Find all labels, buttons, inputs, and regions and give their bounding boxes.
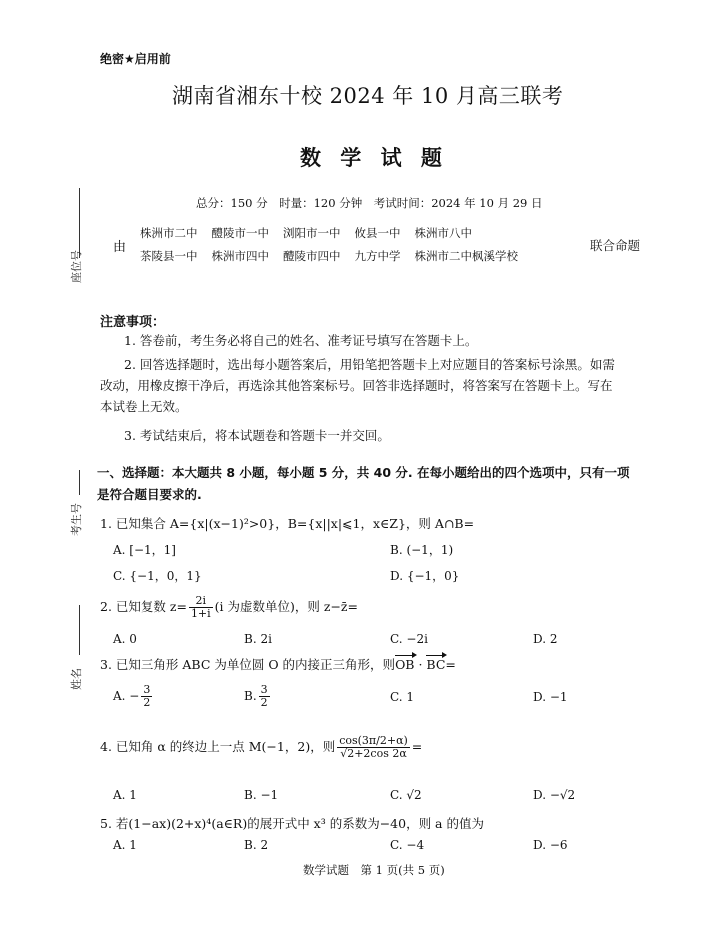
- question-3-option-d: D. −1: [533, 690, 568, 704]
- notice-item: 1. 答卷前，考生务必将自己的姓名、准考证号填写在答题卡上。: [124, 333, 478, 348]
- notice-title: 注意事项：: [100, 315, 166, 330]
- fraction-numerator: cos(3π/2+α): [339, 734, 408, 747]
- question-5-option-a: A. 1: [113, 838, 137, 852]
- vector-ob: OB: [395, 657, 415, 672]
- fraction-denominator: 2: [143, 696, 151, 709]
- exam-title: 湖南省湘东十校 2024 年 10 月高三联考: [172, 84, 564, 108]
- question-4-stem-start: 4. 已知角 α 的终边上一点 M(−1，2)，则: [100, 739, 336, 754]
- schools-prefix: 由: [113, 240, 127, 255]
- question-4-stem: [100, 735, 422, 760]
- question-3-option-a: [113, 684, 154, 709]
- question-4-option-c: C. √2: [390, 788, 422, 802]
- question-5-option-d: D. −6: [533, 838, 568, 852]
- page-footer: 数学试题 第 1 页(共 5 页): [303, 863, 445, 877]
- fraction-numerator: 3: [260, 683, 268, 696]
- question-1-option-b: B. (−1，1): [390, 543, 454, 557]
- fraction-numerator: 3: [143, 683, 151, 696]
- fraction-denominator: 2: [260, 696, 268, 709]
- question-3-stem-end: =: [445, 657, 456, 672]
- question-2-option-b: B. 2i: [244, 632, 272, 646]
- section-heading: 一、选择题：本大题共 8 小题，每小题 5 分，共 40 分. 在每小题给出的四个选项中，只有一项是符合题目要求的.: [97, 465, 630, 502]
- question-3-stem-start: 3. 已知三角形 ABC 为单位圆 O 的内接正三角形，则: [100, 657, 396, 672]
- school-name: 醴陵市一中: [211, 226, 269, 240]
- fraction-denominator: 1+i: [190, 607, 211, 620]
- exam-number-label: 考生号: [70, 503, 83, 536]
- name-line: [79, 605, 80, 655]
- question-1-stem: 1. 已知集合 A={x|(x−1)²>0}，B={x||x|⩽1，x∈Z}，则 A∩B=: [100, 516, 475, 531]
- exam-info: 总分：150 分 时量：120 分钟 考试时间：2024 年 10 月 29 日: [196, 196, 543, 210]
- school-row-2: [140, 248, 532, 264]
- question-3-option-c: C. 1: [390, 690, 415, 704]
- question-1-option-d: D. {−1，0}: [390, 569, 460, 583]
- seat-number-line: [79, 188, 80, 258]
- question-2-stem: [100, 595, 358, 620]
- notice-item: 3. 考试结束后，将本试题卷和答题卡一并交回。: [124, 428, 390, 443]
- fraction-denominator: √2+2cos 2α: [340, 747, 407, 760]
- question-1-option-c: C. {−1，0，1}: [113, 569, 202, 583]
- school-name: 九方中学: [354, 249, 401, 263]
- school-name: 株洲市八中: [414, 226, 472, 240]
- seat-number-label: 座位号: [70, 250, 83, 283]
- vector-bc: BC: [426, 657, 446, 672]
- subject-title: 数 学 试 题: [300, 146, 448, 170]
- school-name: 醴陵市四中: [283, 249, 341, 263]
- question-4-option-d: D. −√2: [533, 788, 576, 802]
- school-name: 浏阳市一中: [283, 226, 341, 240]
- joint-proposition-label: 联合命题: [590, 238, 641, 253]
- option-fraction: [141, 684, 152, 709]
- question-4-option-b: B. −1: [244, 788, 279, 802]
- name-label: 姓名: [70, 668, 83, 690]
- question-2-stem-start: 2. 已知复数 z=: [100, 599, 187, 614]
- school-name: 茶陵县一中: [140, 249, 198, 263]
- question-4-fraction: [337, 735, 410, 760]
- question-2-option-c: C. −2i: [390, 632, 428, 646]
- school-name: 株洲市二中: [140, 226, 198, 240]
- fraction-numerator: 2i: [189, 595, 213, 608]
- question-4-option-a: A. 1: [113, 788, 137, 802]
- question-5-option-c: C. −4: [390, 838, 425, 852]
- school-name: 株洲市四中: [211, 249, 269, 263]
- question-3-stem: [100, 655, 456, 673]
- notice-item: 2. 回答选择题时，选出每小题答案后，用铅笔把答题卡上对应题目的答案标号涂黑。如需改动，用橡皮擦干净后，再选涂其他答案标号。回答非选择题时，将答案写在答题卡上。写在本试卷上无效。: [100, 357, 615, 414]
- option-label: A. −: [113, 689, 140, 703]
- dot-operator: ·: [414, 657, 427, 672]
- question-5-option-b: B. 2: [244, 838, 269, 852]
- school-name: 攸县一中: [354, 226, 401, 240]
- school-name: 株洲市二中枫溪学校: [414, 249, 518, 263]
- question-3-option-b: [244, 684, 272, 709]
- question-1-option-a: A. [−1，1]: [113, 543, 176, 557]
- question-2-option-a: A. 0: [113, 632, 137, 646]
- question-2-option-d: D. 2: [533, 632, 558, 646]
- confidential-mark: 绝密★启用前: [100, 52, 171, 66]
- exam-number-line: [79, 470, 80, 495]
- question-4-stem-end: =: [411, 739, 423, 754]
- question-2-fraction: [189, 595, 213, 620]
- question-2-stem-end: (i 为虚数单位)，则 z−z̄=: [214, 599, 358, 614]
- option-label: B.: [244, 689, 257, 703]
- question-5-stem: 5. 若(1−ax)(2+x)⁴(a∈R)的展开式中 x³ 的系数为−40，则 a 的值为: [100, 816, 484, 831]
- option-fraction: [259, 684, 270, 709]
- school-row-1: [140, 225, 486, 241]
